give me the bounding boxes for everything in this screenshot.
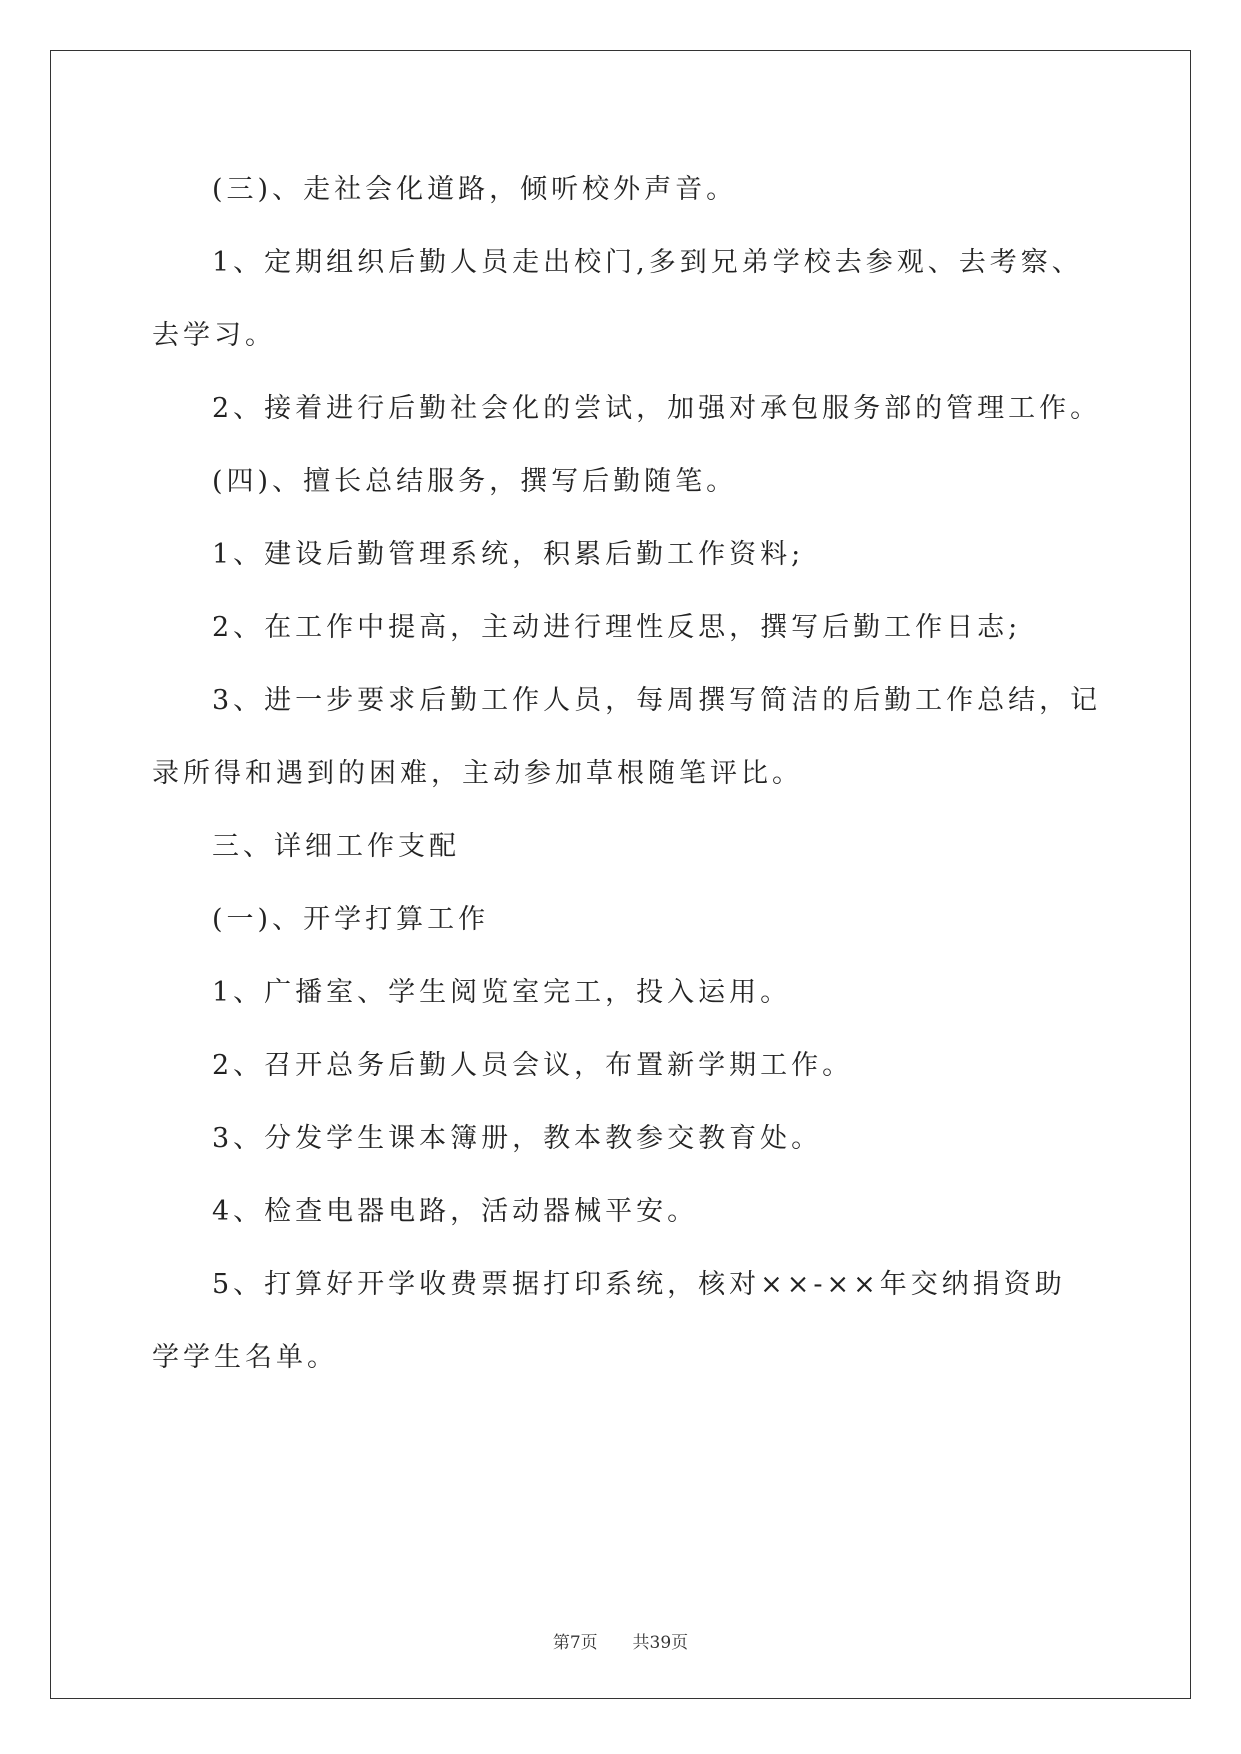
paragraph-line: 5、打算好开学收费票据打印系统，核对××-××年交纳捐资助 [212,1269,1066,1300]
paragraph-line: 去学习。 [152,320,276,351]
paragraph-line: 录所得和遇到的困难，主动参加草根随笔评比。 [152,758,803,789]
paragraph-line: (四)、擅长总结服务，撰写后勤随笔。 [212,466,738,497]
paragraph-line: 1、定期组织后勤人员走出校门,多到兄弟学校去参观、去考察、 [212,247,1083,278]
paragraph-line: 2、在工作中提高，主动进行理性反思，撰写后勤工作日志; [212,612,1022,643]
paragraph-line: 1、建设后勤管理系统，积累后勤工作资料; [212,539,805,570]
page-border [50,50,1191,1699]
paragraph-line: 2、接着进行后勤社会化的尝试，加强对承包服务部的管理工作。 [212,393,1102,424]
paragraph-line: 学学生名单。 [152,1342,338,1373]
page-number-total: 共39页 [632,1633,689,1653]
page-number-current: 第7页 [552,1633,598,1653]
paragraph-line: 2、召开总务后勤人员会议，布置新学期工作。 [212,1050,854,1081]
paragraph-line: 1、广播室、学生阅览室完工，投入运用。 [212,977,792,1008]
subsection-heading: (一)、开学打算工作 [212,904,490,935]
page-footer [0,1628,1241,1653]
paragraph-line: (三)、走社会化道路，倾听校外声音。 [212,174,738,205]
paragraph-line: 4、检查电器电路，活动器械平安。 [212,1196,699,1227]
section-heading: 三、详细工作支配 [212,831,460,862]
paragraph-line: 3、进一步要求后勤工作人员，每周撰写简洁的后勤工作总结，记 [212,685,1102,716]
paragraph-line: 3、分发学生课本簿册，教本教参交教育处。 [212,1123,823,1154]
